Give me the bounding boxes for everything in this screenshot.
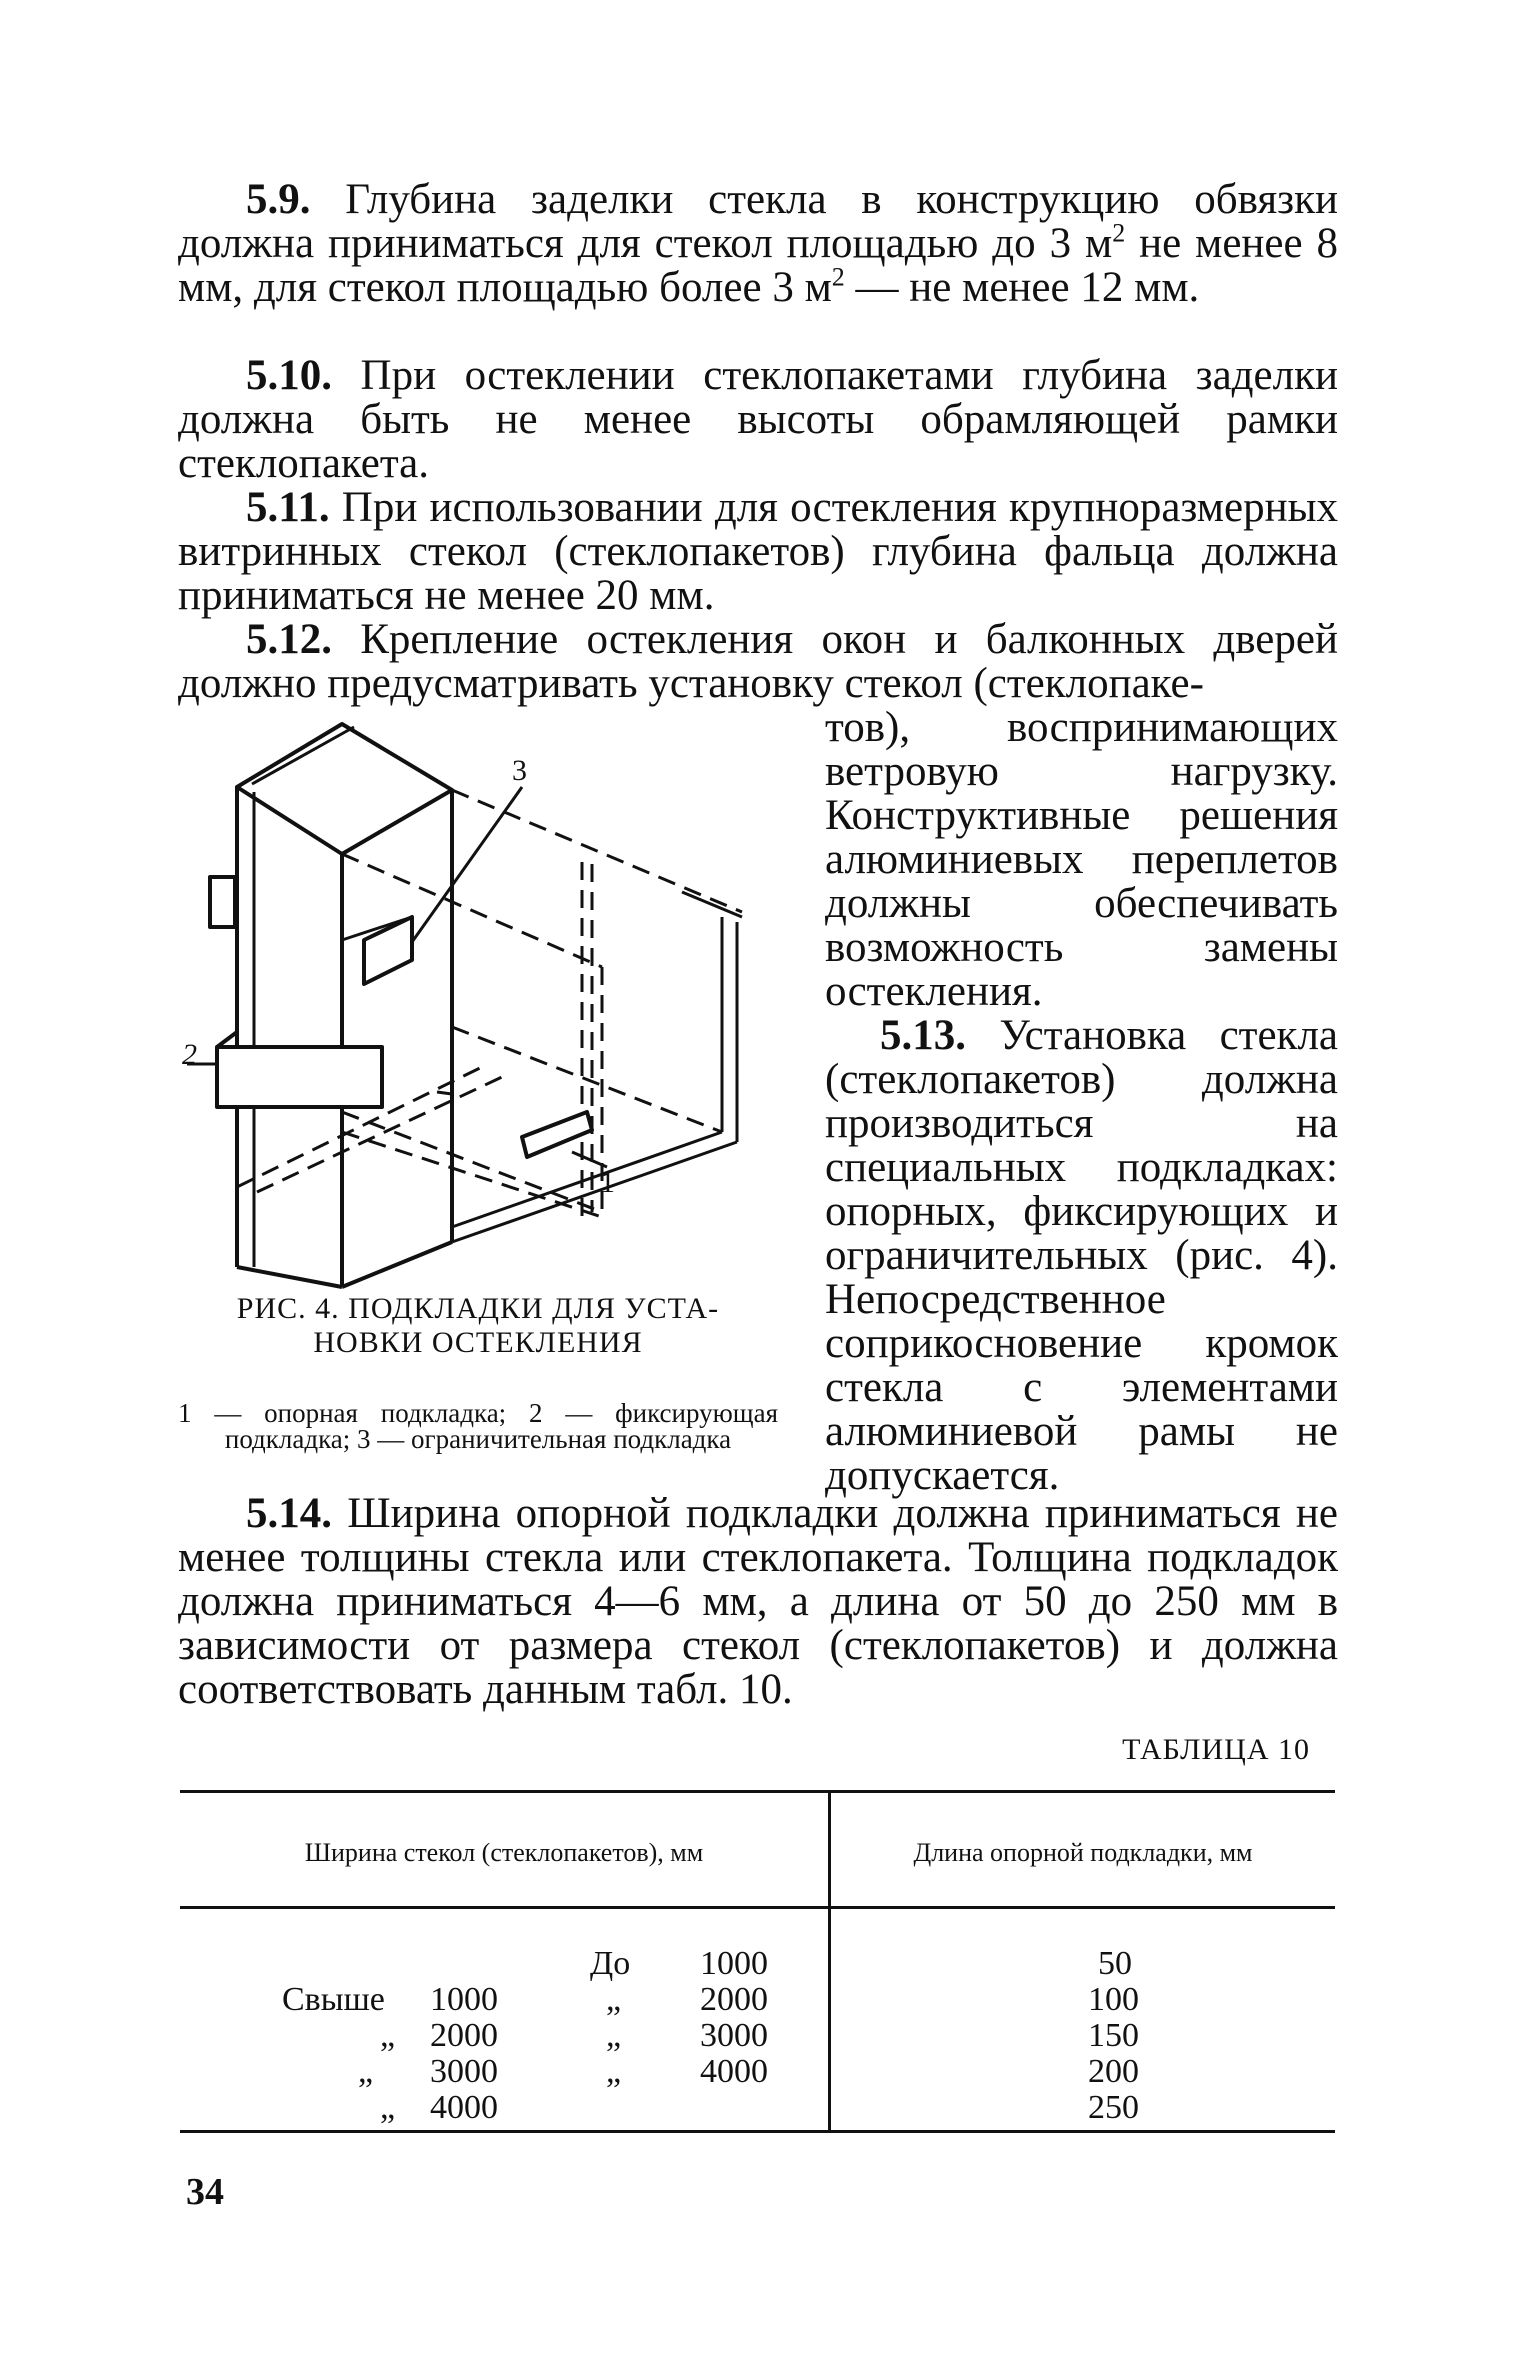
paragraph-number: 5.13.	[880, 1012, 966, 1059]
paragraph-5-12-continued: тов), воспринимающих ветровую нагрузку. Конструктивные решения алюминиевых переплетов должны обеспечивать возможность замены остекления.	[825, 704, 1338, 1015]
cell-from: 1000	[430, 1981, 498, 2018]
cell-mid: До	[590, 1945, 631, 1982]
table-header-length: Длина опорной подкладки, мм	[913, 1838, 1253, 1867]
figure-label-1: 1	[600, 1166, 615, 1199]
paragraph-5-12	[178, 618, 1338, 706]
figure-label-2: 2	[182, 1038, 197, 1071]
cell-length: 100	[1088, 1981, 1139, 2018]
glass-block	[237, 724, 452, 1287]
cell-from: 4000	[430, 2089, 498, 2126]
paragraph-5-13	[825, 1014, 1338, 1498]
table-bottom-rule	[180, 2130, 1335, 2133]
cell-from: 2000	[430, 2017, 498, 2054]
cell-prefix: „	[358, 2053, 374, 2090]
fixing-pad	[217, 1047, 382, 1107]
cell-mid: „	[606, 2017, 622, 2054]
figure-caption-title	[178, 1292, 778, 1360]
table-top-rule	[180, 1790, 1335, 1793]
paragraph-number: 5.14.	[246, 1490, 332, 1537]
paragraph-text: Глубина заделки стекла в конструкцию обвязки должна приниматься для стекол площадью до 3 м	[178, 176, 1338, 267]
cell-from: 3000	[430, 2053, 498, 2090]
caption-line: НОВКИ ОСТЕКЛЕНИЯ	[313, 1326, 643, 1359]
paragraph-5-14	[178, 1492, 1338, 1712]
figure-label-3: 3	[512, 754, 527, 787]
caption-line: РИС. 4. ПОДКЛАДКИ ДЛЯ УСТА-	[236, 1292, 720, 1325]
cell-length: 250	[1088, 2089, 1139, 2126]
paragraph-text: При использовании для остекления крупноразмерных витринных стекол (стеклопакетов) глубина фальца должна приниматься не менее 20 мм.	[178, 484, 1338, 619]
limiting-pad	[364, 917, 412, 984]
cell-prefix: Свыше	[282, 1981, 385, 2018]
figure-glazing-pads	[182, 712, 792, 1312]
paragraph-number: 5.12.	[246, 616, 332, 663]
cell-length: 200	[1088, 2053, 1139, 2090]
cell-length: 50	[1098, 1945, 1132, 1982]
superscript: 2	[831, 262, 845, 292]
paragraph-text: не менее 8 мм, для стекол площадью более 3 м	[178, 220, 1338, 311]
paragraph-text: Установка стекла (стеклопакетов) должна производиться на специальных подкладках: опорных, фиксирующих и ограничительных (рис. 4). Непосредственное соприкосновение кромок стекла с элементами алюминиевой рамы не допускается.	[825, 1012, 1338, 1499]
figure-caption-legend: 1 — опорная подкладка; 2 — фиксирующая подкладка; 3 — ограничительная подкладка	[178, 1398, 778, 1454]
paragraph-text: При остеклении стеклопакетами глубина заделки должна быть не менее высоты обрамляющей рамки стеклопакета.	[178, 352, 1338, 487]
cell-prefix: „	[380, 2089, 396, 2126]
paragraph-number: 5.10.	[246, 352, 332, 399]
paragraph-text: — не менее 12 мм.	[844, 264, 1200, 311]
cell-mid: „	[606, 1981, 622, 2018]
paragraph-text: Ширина опорной подкладки должна приниматься не менее толщины стекла или стеклопакета. Толщина подкладок должна приниматься 4—6 мм, а длина от 50 до 250 мм в зависимости от размера стекол (стеклопакетов) и должна соответствовать данным табл. 10.	[178, 1490, 1338, 1713]
paragraph-5-9	[178, 178, 1338, 310]
side-tab	[210, 877, 235, 927]
paragraph-5-10	[178, 354, 1338, 486]
cell-prefix: „	[380, 2017, 396, 2054]
cell-to: 2000	[700, 1981, 768, 2018]
paragraph-number: 5.11.	[246, 484, 330, 531]
paragraph-number: 5.9.	[246, 176, 311, 223]
cell-to: 4000	[700, 2053, 768, 2090]
paragraph-text: Крепление остекления окон и балконных дверей должно предусматривать установку стекол (стеклопаке-	[178, 616, 1338, 707]
table-header-rule	[180, 1906, 1335, 1909]
superscript: 2	[1112, 218, 1126, 248]
cell-mid: „	[606, 2053, 622, 2090]
cell-to: 3000	[700, 2017, 768, 2054]
table-title: ТАБЛИЦА 10	[1122, 1733, 1310, 1766]
paragraph-5-11	[178, 486, 1338, 618]
cell-to: 1000	[700, 1945, 768, 1982]
frame-right-solid	[452, 892, 742, 1242]
page-number: 34	[186, 2171, 224, 2213]
cell-length: 150	[1088, 2017, 1139, 2054]
table-header-width: Ширина стекол (стеклопакетов), мм	[304, 1838, 704, 1867]
